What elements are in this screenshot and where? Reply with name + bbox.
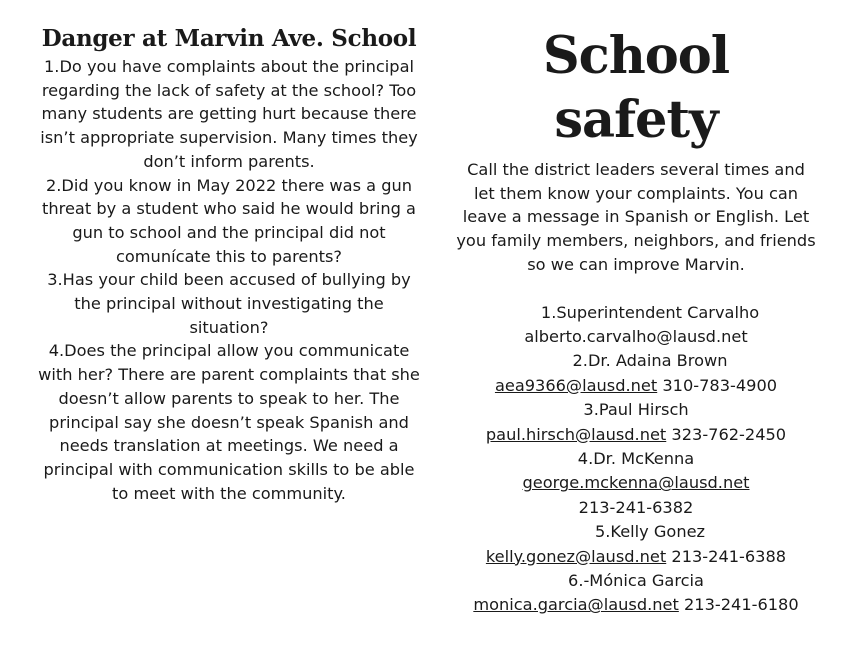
contact-name-4: 4.Dr. McKenna [577,448,695,468]
contact-email-1[interactable]: alberto.carvalho@lausd.net [524,326,748,346]
contact-line-2 [455,374,817,398]
question-3: 3.Has your child been accused of bullying by the principal without investigating the situation? [47,270,411,337]
contact-phone-4: 213-241-6382 [578,497,694,517]
contact-phone-line-4 [455,496,817,520]
contact-list [455,301,817,618]
question-4: 4.Does the principal allow you communicate with her? There are parent complaints that she doesn’t allow parents to speak to her. The principal say she doesn’t speak Spanish and needs translation at meetings. We need a principal with communication skills to be able to meet with the community. [38,341,420,503]
contact-email-5[interactable]: kelly.gonez@lausd.net [485,546,667,566]
contact-line-3 [455,423,817,447]
contact-email-3[interactable]: paul.hirsch@lausd.net [485,424,667,444]
intro-text: Call the district leaders several times and let them know your complaints. You can leave a message in Spanish or English. Let you family members, neighbors, and friends so we can improve Marvin. [456,160,816,274]
question-1: 1.Do you have complaints about the principal regarding the lack of safety at the school? Too many students are getting hurt because there isn’t appropriate supervision. Many times they don’t inform parents. [40,57,418,171]
right-column [455,24,817,618]
contact-email-2[interactable]: aea9366@lausd.net [494,375,658,395]
left-title: Danger at Marvin Ave. School [41,25,417,52]
contact-line-4 [455,471,817,495]
contact-name-1: 1.Superintendent Carvalho [540,302,760,322]
question-2: 2.Did you know in May 2022 there was a gun threat by a student who said he would bring a gun to school and the principal did not comunícate this to parents? [42,175,416,266]
contact-line-5 [455,545,817,569]
contact-phone-3: 323-762-2450 [671,424,787,444]
left-body [38,55,420,505]
contact-phone-5: 213-241-6388 [671,546,787,566]
contact-name-3: 3.Paul Hirsch [583,400,689,420]
contact-email-6[interactable]: monica.garcia@lausd.net [473,595,679,615]
contact-phone-6: 213-241-6180 [683,595,799,615]
contact-line-6 [455,593,817,617]
left-column [38,24,420,505]
contact-line-1 [455,325,817,349]
right-title: School safety [542,26,730,150]
contact-name-5: 5.Kelly Gonez [594,522,706,542]
contact-name-2: 2.Dr. Adaina Brown [572,351,728,371]
contact-email-4[interactable]: george.mckenna@lausd.net [522,473,750,493]
contact-phone-2: 310-783-4900 [662,375,778,395]
contact-name-6: 6.-Mónica Garcia [568,570,704,590]
